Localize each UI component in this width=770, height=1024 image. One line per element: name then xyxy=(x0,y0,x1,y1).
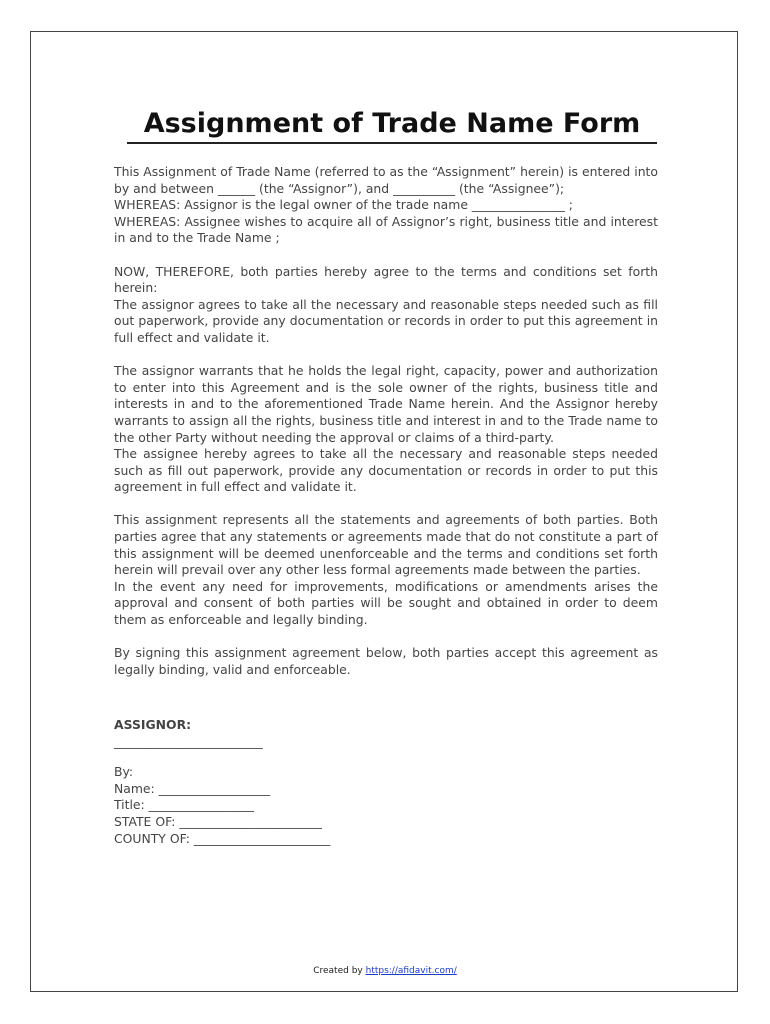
document-body xyxy=(114,164,658,847)
title-underline xyxy=(127,142,657,144)
assignor-heading: ASSIGNOR: xyxy=(114,717,192,732)
title-field-line: Title: _________________ xyxy=(114,797,254,813)
entire-agreement-paragraph: This assignment represents all the statements and agreements of both parties. Both parties agree that any statements or agreements made that do not constitute a part of this assignment will be deemed unenforceable and the terms and conditions set forth herein will prevail over any other less formal agreements made between the parties. xyxy=(114,512,658,578)
signature-block xyxy=(114,764,658,847)
acceptance-paragraph: By signing this assignment agreement below, both parties accept this agreement as legally binding, valid and enforceable. xyxy=(114,645,658,677)
whereas-owner-paragraph: WHEREAS: Assignor is the legal owner of the trade name _______________ ; xyxy=(114,197,573,213)
assignor-agrees-paragraph: The assignor agrees to take all the necessary and reasonable steps needed such as fill out paperwork, provide any documentation or records in order to put this agreement in full effect and validate it. xyxy=(114,296,658,345)
document-page xyxy=(30,31,738,992)
now-therefore-paragraph: NOW, THEREFORE, both parties hereby agree to the terms and conditions set forth herein: xyxy=(114,263,658,296)
signature-line: ________________________ xyxy=(114,733,263,749)
state-field-line: STATE OF: _______________________ xyxy=(114,813,322,829)
by-label: By: xyxy=(114,764,134,780)
assignee-agrees-paragraph: The assignee hereby agrees to take all the necessary and reasonable steps needed such as fill out paperwork, provide any documentation or records in order to put this agreement in full effect and validate it. xyxy=(114,446,658,495)
footer-created-by: Created by xyxy=(313,966,366,976)
footer-link[interactable]: https://afidavit.com/ xyxy=(365,966,457,976)
document-title: Assignment of Trade Name Form xyxy=(143,108,641,139)
intro-paragraph: This Assignment of Trade Name (referred to as the “Assignment” herein) is entered into by and between ______ (the “Assignor”), and __________ (the “Assignee”); xyxy=(114,164,658,196)
whereas-acquire-paragraph: WHEREAS: Assignee wishes to acquire all of Assignor’s right, business title and interest in and to the Trade Name ; xyxy=(114,213,658,246)
footer-credit xyxy=(31,966,739,976)
amendments-paragraph: In the event any need for improvements, modifications or amendments arises the approval and consent of both parties will be sought and obtained in order to deem them as enforceable and legally binding. xyxy=(114,578,658,628)
county-field-line: COUNTY OF: ______________________ xyxy=(114,830,331,846)
assignor-warrants-paragraph: The assignor warrants that he holds the legal right, capacity, power and authorization to enter into this Agreement and is the sole owner of the rights, business title and interests in and to the aforementioned Trade Name herein. And the Assignor hereby warrants to assign all the rights, business title and interest in and to the Trade name to the other Party without needing the approval or claims of a third-party. xyxy=(114,363,658,445)
name-field-line: Name: __________________ xyxy=(114,780,271,796)
